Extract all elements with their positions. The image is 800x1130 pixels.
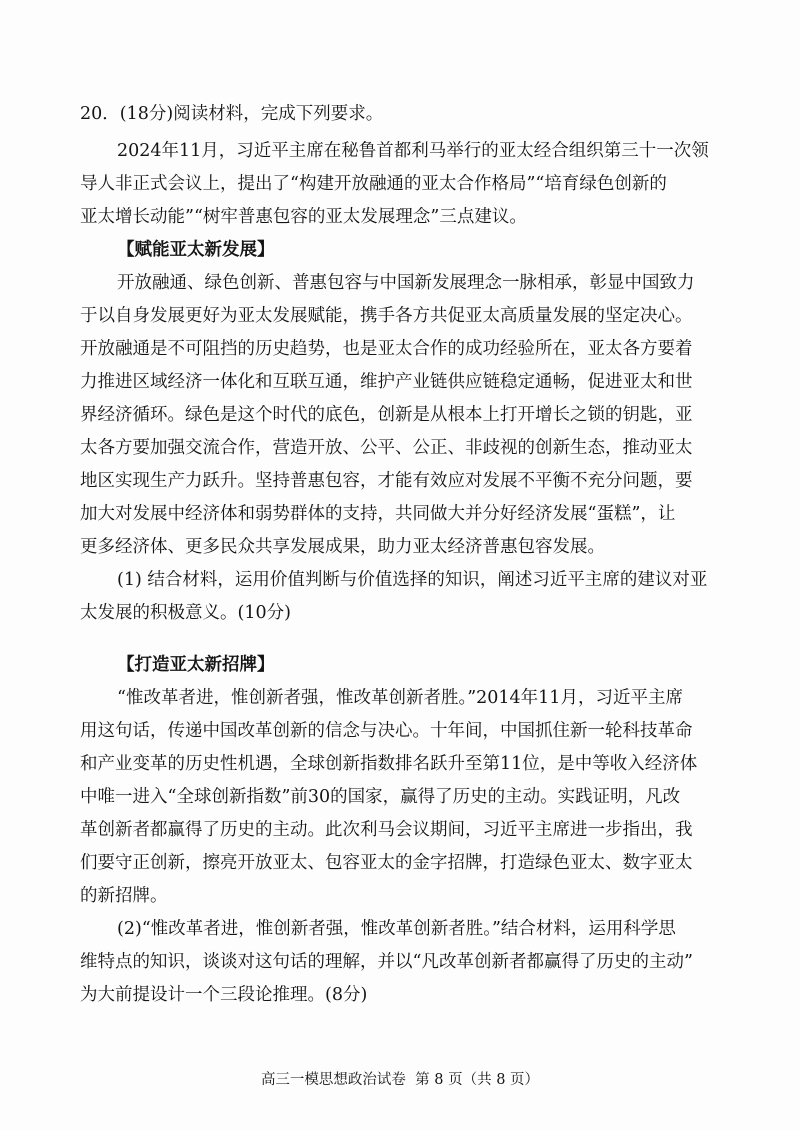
section1-line-4: 力推进区域经济一体化和互联互通，维护产业链供应链稳定通畅，促进亚太和世: [80, 372, 693, 392]
section2-line-7: 的新招牌。: [80, 886, 168, 906]
section1-line-9: 更多经济体、更多民众共享发展成果，助力亚太经济普惠包容发展。: [80, 537, 605, 557]
section1-line-3: 开放融通是不可阻挡的历史趋势，也是亚太合作的成功经验所在，亚太各方要着: [80, 339, 693, 359]
section2-line-3: 和产业变革的历史性机遇，全球创新指数排名跃升至第11位，是中等收入经济体: [80, 754, 698, 774]
intro-line-2: 导人非正式会议上，提出了“构建开放融通的亚太合作格局”“培育绿色创新的: [80, 174, 667, 194]
footer-exam-name: 高三一模思想政治试卷: [260, 1072, 406, 1088]
section1-line-6: 太各方要加强交流合作，营造开放、公平、公正、非歧视的创新生态，推动亚太: [80, 438, 693, 458]
section1-line-7: 地区实现生产力跃升。坚持普惠包容，才能有效应对发展不平衡不充分问题，要: [80, 471, 693, 491]
q2-line-3: 为大前提设计一个三段论推理。(8分): [80, 985, 368, 1005]
section2-line-5: 革创新者都赢得了历史的主动。此次利马会议期间，习近平主席进一步指出，我: [80, 820, 693, 840]
section1-line-1: 开放融通、绿色创新、普惠包容与中国新发展理念一脉相承，彰显中国致力: [117, 273, 695, 293]
section1-line-5: 界经济循环。绿色是这个时代的底色，创新是从根本上打开增长之锁的钥匙，亚: [80, 405, 693, 425]
page-footer: [0, 1070, 800, 1090]
q1-line-2: 太发展的积极意义。(10分): [80, 603, 291, 623]
intro-line-3: 亚太增长动能”“树牢普惠包容的亚太发展理念”三点建议。: [80, 207, 527, 227]
footer-page-number: 第 8 页（共 8 页）: [415, 1072, 540, 1088]
q2-line-1: (2)“惟改革者进，惟创新者强，惟改革创新者胜。”结合材料，运用科学思: [117, 919, 676, 939]
q1-line-1: (1) 结合材料，运用价值判断与价值选择的知识，阐述习近平主席的建议对亚: [117, 570, 708, 590]
section2-line-2: 用这句话，传递中国改革创新的信念与决心。十年间，中国抓住新一轮科技革命: [80, 721, 693, 741]
section2-line-1: “惟改革者进，惟创新者强，惟改革创新者胜。”2014年11月，习近平主席: [117, 688, 683, 708]
section1-line-2: 于以自身发展更好为亚太发展赋能，携手各方共促亚太高质量发展的坚定决心。: [80, 306, 693, 326]
section2-heading: 【打造亚太新招牌】: [117, 655, 275, 675]
section1-line-8: 加大对发展中经济体和弱势群体的支持，共同做大并分好经济发展“蛋糕”，让: [80, 504, 676, 524]
q2-line-2: 维特点的知识，谈谈对这句话的理解，并以“凡改革创新者都赢得了历史的主动”: [80, 952, 693, 972]
section1-heading: 【赋能亚太新发展】: [117, 240, 275, 260]
question-title: 20．(18分)阅读材料，完成下列要求。: [80, 104, 384, 124]
section2-line-6: 们要守正创新，擦亮开放亚太、包容亚太的金字招牌，打造绿色亚太、数字亚太: [80, 853, 693, 873]
intro-line-1: 2024年11月，习近平主席在秘鲁首都利马举行的亚太经合组织第三十一次领: [117, 141, 709, 161]
section2-line-4: 中唯一进入“全球创新指数”前30的国家，赢得了历史的主动。实践证明，凡改: [80, 787, 681, 807]
